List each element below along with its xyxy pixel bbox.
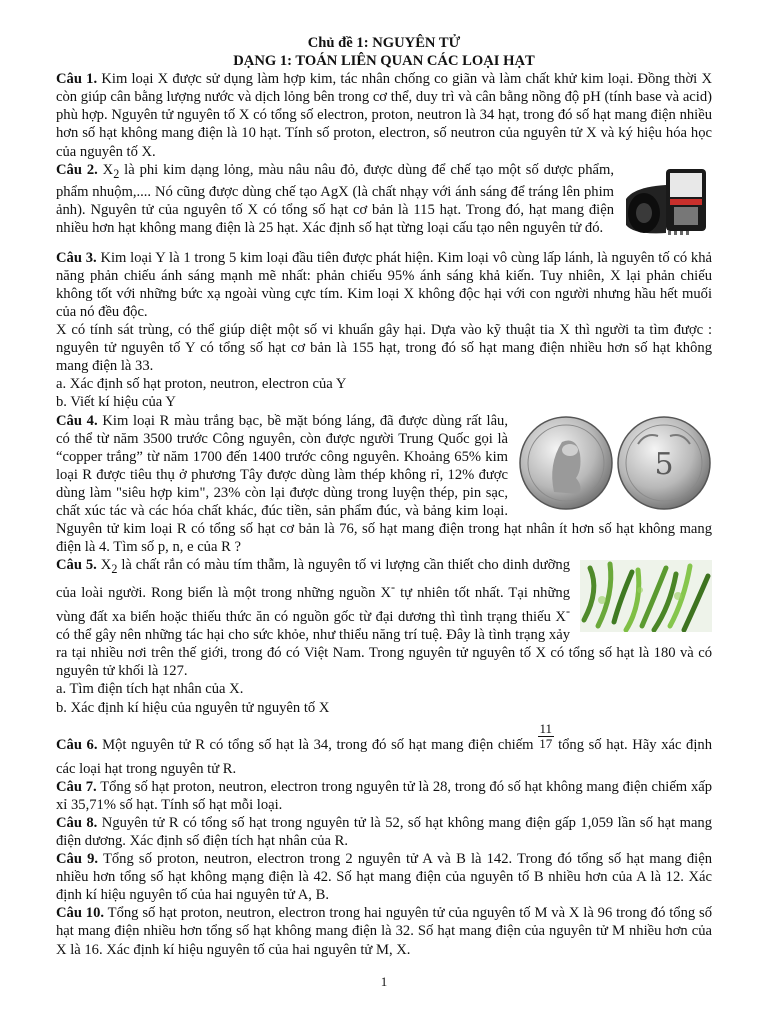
fraction-numerator: 11 <box>539 720 553 736</box>
element-symbol: X <box>100 557 112 574</box>
question-3-part-b: b. Viết kí hiệu của Y <box>56 394 176 411</box>
question-2 <box>56 161 712 237</box>
question-label: Câu 8. <box>56 814 98 831</box>
seaweed-image <box>580 560 712 632</box>
svg-text:5: 5 <box>654 446 674 482</box>
question-label: Câu 1. <box>56 71 98 88</box>
question-text: có thể gây nên những tác hại cho sức khỏe, như thiểu năng trí tuệ. Đây là tình trạng xảy ra tại nhiều nơi trên thế giới, trong đó có Việt Nam. Trong nguyên tử nguyên tố X có tổng số hạt là 180 và có nguyên tử khối là 127. <box>56 627 712 680</box>
page-number: 1 <box>380 974 388 989</box>
question-text: tổng số hạt. Hãy xác định các loại hạt trong nguyên tử R. <box>56 736 713 777</box>
question-3-part-a: a. Xác định số hạt proton, neutron, electron của Y <box>56 376 347 393</box>
question-text: tự nhiên tốt nhất. Tại những vùng đất xa biển hoặc thiếu thức ăn có nguồn gốc từ đại dương thì tình trạng thiếu X <box>56 585 570 626</box>
superscript: - <box>391 580 396 595</box>
question-10 <box>56 904 712 958</box>
subscript: 2 <box>111 562 118 577</box>
document-page <box>56 34 712 959</box>
question-5-part-b: b. Xác định kí hiệu của nguyên tử nguyên tố X <box>56 699 330 716</box>
question-label: Câu 3. <box>56 249 97 266</box>
question-text: Kim loại X được sử dụng làm hợp kim, tác nhân chống co giãn và làm chất khử kim loại. Đồng thời X còn giúp cân bằng lượng nước và dịch lỏng bên trong cơ thể, duy trì và cân bằng nồng độ pH (tính base và acid) phù hợp. Nguyên tử nguyên tố X có tổng số electron, proton, neutron là 34 hạt, trong đó số hạt mang điện nhiều hơn số hạt không mang điện là 10 hạt. Tính số proton, electron, số neutron của nguyên tử X và ký hiệu hóa học của nguyên tố X. <box>56 71 712 160</box>
question-8 <box>56 814 712 850</box>
subscript: 2 <box>113 166 120 181</box>
question-6 <box>56 720 713 778</box>
question-text: Nguyên tử R có tổng số hạt trong nguyên tử là 52, số hạt không mang điện gấp 1,059 lần số hạt mang điện dương. Xác định số điện tích hạt nhân của R. <box>56 814 713 849</box>
question-label: Câu 2. <box>56 161 98 178</box>
section-title: DẠNG 1: TOÁN LIÊN QUAN CÁC LOẠI HẠT <box>233 53 535 70</box>
fraction <box>538 722 555 751</box>
question-text: là chất rắn có màu tím thẫm, là nguyên tố vi lượng cần thiết cho dinh dưỡng của loài người. Rong biển là một trong những nguồn X <box>56 557 571 602</box>
question-7 <box>56 778 712 814</box>
question-text: Một nguyên tử R có tổng số hạt là 34, trong đó số hạt mang điện chiếm <box>102 736 534 753</box>
question-text: Kim loại Y là 1 trong 5 kim loại đầu tiên được phát hiện. Kim loại vô cùng lấp lánh, là nguyên tố có khả năng phản chiếu ánh sáng mạnh mẽ nhất: phản chiếu 95% ánh sáng khả kiến. Tuy nhiên, X lại phản chiếu không tốt với những bức xạ ngoài vùng cực tím. Kim loại X không độc hại với con người nhưng hầu hết muối của nó đều độc. <box>56 249 712 320</box>
film-roll-image <box>622 163 712 249</box>
question-text: Tổng số hạt proton, neutron, electron trong hai nguyên tử của nguyên tố M và X là 96 trong đó tổng số hạt mang điện nhiều hơn tổng số hạt không mang điện là 32. Số hạt mang điện của nguyên tử M nhiều hơn của X là 16. Xác định kí hiệu nguyên tố của hai nguyên tử M, X. <box>56 905 713 958</box>
question-text: là phi kim dạng lỏng, màu nâu nâu đỏ, được dùng để chế tạo một số dược phẩm, phẩm nhuộm,.... Nó cũng được dùng chế tạo AgX (là chất nhạy với ánh sáng để tráng lên phim ảnh). Nguyên tử của nguyên tố X có tổng số hạt cơ bản là 115 hạt. Trong đó, hạt mang điện nhiều hơn hạt không mang điện là 25 hạt. Xác định số hạt từng loại cấu tạo nên nguyên tử đó. <box>56 161 614 236</box>
question-label: Câu 5. <box>56 557 97 574</box>
superscript: - <box>565 604 570 619</box>
question-5-part-a: a. Tìm điện tích hạt nhân của X. <box>56 681 244 698</box>
question-text: Kim loại R màu trắng bạc, bề mặt bóng láng, đã được dùng rất lâu, có thể từ năm 3500 trước Công nguyên, còn được người Trung Quốc gọi là “copper trắng” từ năm 1700 đến 1400 trước công nguyên. Khoảng 65% kim loại R được tiêu thụ ở phương Tây được dùng làm thép không rỉ, 12% được dùng làm "siêu hợp kim", 23% còn lại được dùng trong luyện thép, pin sạc, chất xúc tác và các hóa chất khác, đúc tiền, sản phẩm đúc, và bảng kim loại. Nguyên tử kim loại R có tổng số hạt cơ bản là 76, số hạt mang điện trong hạt nhân ít hơn số hạt không mang điện là 4. Tìm số p, n, e của R ? <box>56 412 712 556</box>
question-label: Câu 10. <box>56 905 105 922</box>
element-symbol: X <box>102 161 114 178</box>
question-label: Câu 7. <box>56 778 97 795</box>
topic-title: Chủ đề 1: NGUYÊN TỬ <box>307 35 461 51</box>
question-9 <box>56 850 712 904</box>
question-label: Câu 6. <box>56 736 98 753</box>
question-1 <box>56 70 712 160</box>
question-3-continued: X có tính sát trùng, có thể giúp diệt một số vi khuẩn gây hại. Dựa vào kỹ thuật tia X thì người ta tìm được : nguyên tử nguyên tố Y có tổng số hạt cơ bản là 155 hạt, trong đó số hạt mang điện nhiều hơn số hạt không mang điện là 33. <box>56 322 712 375</box>
coins-image <box>518 414 712 512</box>
question-text: Tổng số hạt proton, neutron, electron trong nguyên tử là 28, trong đó số hạt không mang điện chiếm xấp xỉ 35,71% số hạt. Tính số hạt mỗi loại. <box>56 778 713 813</box>
question-text: Tổng số proton, neutron, electron trong 2 nguyên tử A và B là 142. Trong đó tổng số hạt mang điện nhiều hơn tổng số hạt không mạng điện là 42. Số hạt mang điện của nguyên tố B nhiều hơn của A là 12. Xác định kí hiệu nguyên tố của hai nguyên tử A, B. <box>56 851 712 904</box>
question-3 <box>56 249 712 321</box>
question-label: Câu 4. <box>56 412 98 429</box>
question-label: Câu 9. <box>56 851 99 868</box>
fraction-denominator: 17 <box>539 735 553 751</box>
